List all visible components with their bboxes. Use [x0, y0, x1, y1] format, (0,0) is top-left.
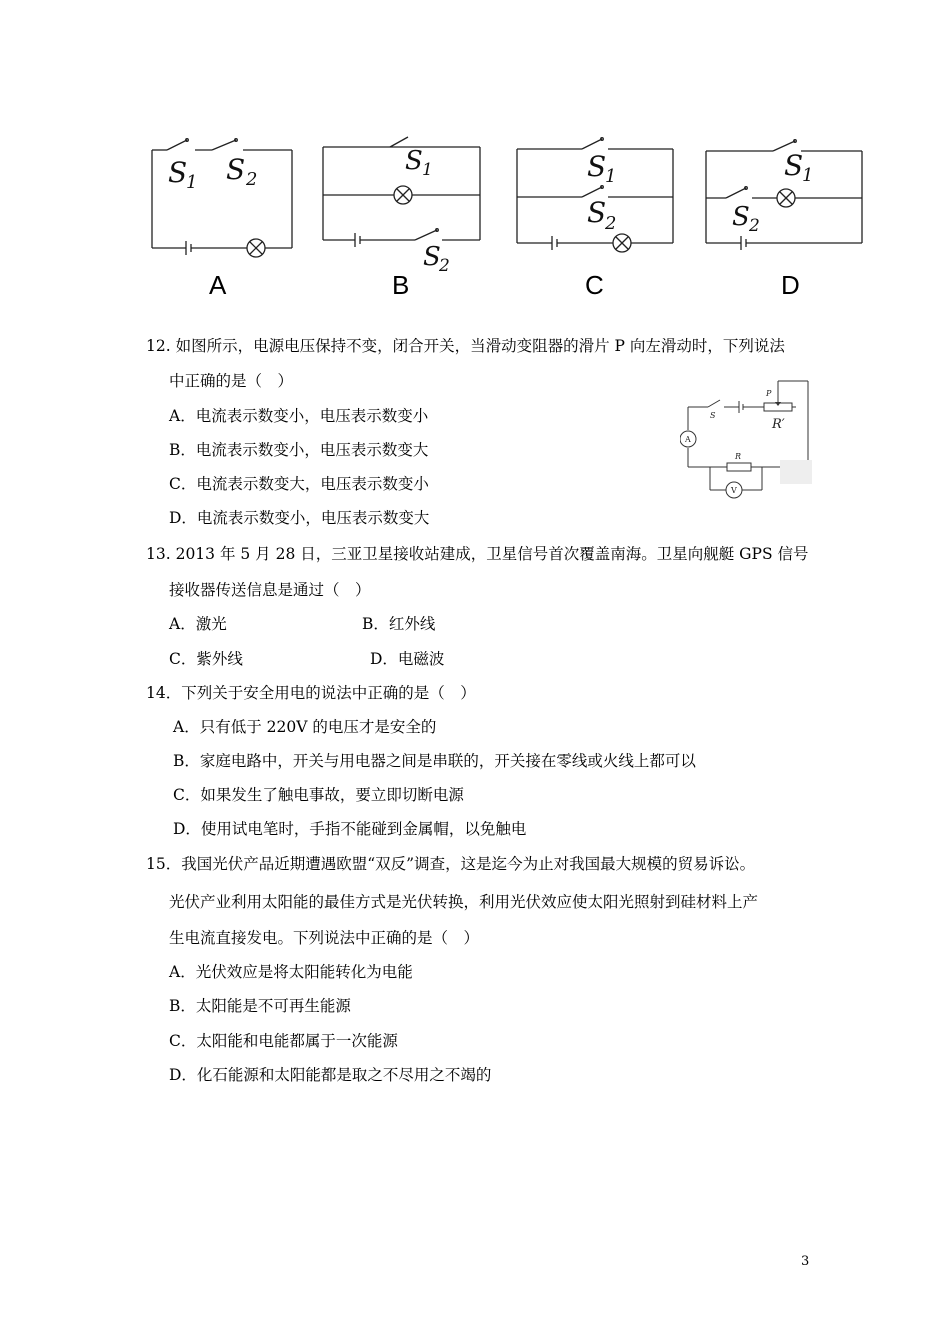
- q14-option-c: C．如果发生了触电事故，要立即切断电源: [173, 786, 464, 804]
- q13-stem-line2: 接收器传送信息是通过（ ）: [169, 581, 371, 599]
- label-s1-c-sub: 1: [605, 166, 617, 187]
- label-s1-d: S: [784, 149, 804, 182]
- label-s2-c-sub: 2: [605, 213, 617, 234]
- figure-label-d: D: [781, 270, 800, 300]
- q15-option-d: D．化石能源和太阳能都是取之不尽用之不竭的: [169, 1066, 492, 1084]
- q12-label-r: R: [735, 452, 742, 461]
- q13-option-c: C．紫外线: [169, 650, 243, 668]
- q12-stem-line2: 中正确的是（ ）: [169, 372, 294, 390]
- label-s2-d-sub: 2: [749, 216, 760, 236]
- figure-label-b: B: [392, 270, 410, 300]
- figure-label-a: A: [209, 270, 227, 300]
- label-s1-a: S: [168, 156, 188, 189]
- label-s1-b: S: [405, 146, 423, 176]
- label-s2-b: S: [423, 242, 441, 272]
- q13-stem-line1: 13. 2013 年 5 月 28 日，三亚卫星接收站建成，卫星信号首次覆盖南海。卫星向舰艇 GPS 信号: [146, 545, 809, 563]
- q13-option-a: A．激光: [169, 615, 227, 633]
- q12-stem-line1: 12. 如图所示，电源电压保持不变，闭合开关，当滑动变阻器的滑片 P 向左滑动时，下列说法: [146, 337, 785, 355]
- circuit-b: [323, 137, 480, 247]
- label-s2-a: S: [226, 153, 246, 186]
- q12-option-d: D．电流表示数变小，电压表示数变大: [169, 509, 430, 527]
- q15-stem-line1: 15．我国光伏产品近期遭遇欧盟“双反”调查，这是迄今为止对我国最大规模的贸易诉讼。: [146, 855, 756, 873]
- label-s1-c: S: [587, 150, 607, 183]
- page-number: 3: [801, 1254, 810, 1269]
- q12-option-a: A．电流表示数变小，电压表示数变小: [169, 407, 429, 425]
- q15-stem-line3: 生电流直接发电。下列说法中正确的是（ ）: [169, 929, 480, 947]
- q15-stem-line2: 光伏产业利用太阳能的最佳方式是光伏转换，利用光伏效应使太阳光照射到硅材料上产: [169, 893, 759, 911]
- q13-option-d: D．电磁波: [370, 650, 445, 668]
- q12-label-p: P: [766, 389, 772, 398]
- label-s2-a-sub: 2: [246, 169, 258, 190]
- q12-ammeter-icon: A: [685, 435, 691, 444]
- q12-option-b: B．电流表示数变小，电压表示数变大: [169, 441, 429, 459]
- q12-circuit-diagram: [680, 375, 815, 500]
- label-s2-d: S: [732, 202, 750, 232]
- q12-voltmeter-icon: V: [731, 486, 737, 495]
- q13-option-b: B．红外线: [362, 615, 436, 633]
- figure-label-c: C: [585, 270, 604, 300]
- label-s2-c: S: [587, 196, 607, 229]
- q15-option-b: B．太阳能是不可再生能源: [169, 997, 351, 1015]
- q15-option-c: C．太阳能和电能都属于一次能源: [169, 1032, 398, 1050]
- q14-stem: 14．下列关于安全用电的说法中正确的是（ ）: [146, 684, 476, 702]
- q12-option-c: C．电流表示数变大，电压表示数变小: [169, 475, 429, 493]
- label-s1-b-sub: 1: [422, 160, 433, 180]
- q12-label-s: S: [710, 411, 716, 420]
- q14-option-d: D．使用试电笔时，手指不能碰到金属帽，以免触电: [173, 820, 527, 838]
- label-s1-d-sub: 1: [802, 165, 814, 186]
- q14-option-b: B．家庭电路中，开关与用电器之间是串联的，开关接在零线或火线上都可以: [173, 752, 696, 770]
- circuit-figures: [140, 125, 880, 300]
- label-s2-b-sub: 2: [439, 256, 450, 276]
- q14-option-a: A．只有低于 220V 的电压才是安全的: [173, 718, 437, 736]
- label-s1-a-sub: 1: [186, 172, 198, 193]
- q15-option-a: A．光伏效应是将太阳能转化为电能: [169, 963, 413, 981]
- q12-label-rprime: R′: [772, 417, 785, 432]
